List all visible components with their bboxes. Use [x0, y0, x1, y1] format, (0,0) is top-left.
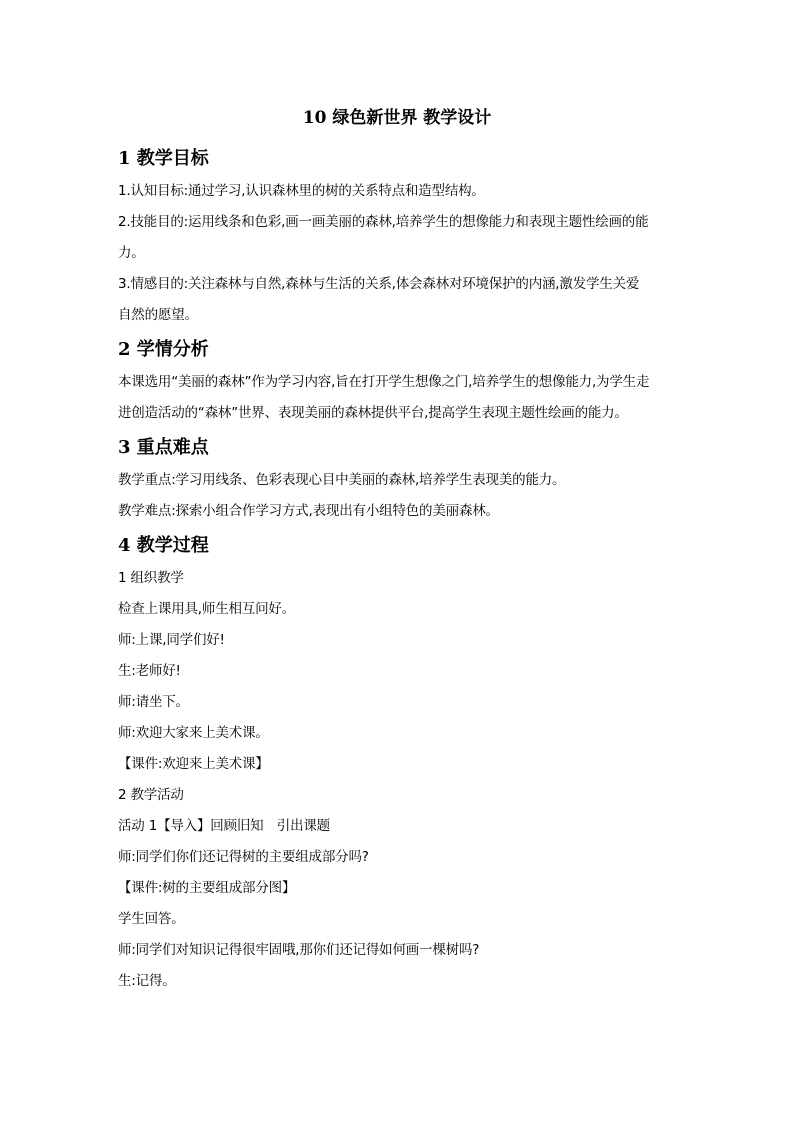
paragraph: 师:同学们你们还记得树的主要组成部分吗? [118, 849, 369, 865]
document-body [118, 146, 680, 997]
paragraph: 师:同学们对知识记得很牢固哦,那你们还记得如何画一棵树吗? [118, 942, 480, 958]
paragraph: 1.认知目标:通过学习,认识森林里的树的关系特点和造型结构。 [118, 183, 485, 199]
paragraph: 师:欢迎大家来上美术课。 [118, 725, 269, 741]
section-heading: 2 学情分析 [118, 339, 209, 360]
paragraph: 本课选用“美丽的森林”作为学习内容,旨在打开学生想像之门,培养学生的想像能力,为学生走 [118, 374, 650, 390]
paragraph: 2.技能目的:运用线条和色彩,画一画美丽的森林,培养学生的想像能力和表现主题性绘画的能 [118, 214, 649, 230]
paragraph: 教学难点:探索小组合作学习方式,表现出有小组特色的美丽森林。 [118, 503, 499, 519]
section-heading: 1 教学目标 [118, 148, 209, 169]
paragraph: 活动 1【导入】回顾旧知 引出课题 [118, 818, 330, 834]
paragraph: 自然的愿望。 [118, 307, 198, 323]
paragraph: 师:请坐下。 [118, 694, 189, 710]
section-teaching-goals [118, 146, 680, 331]
paragraph: 检查上课用具,师生相互问好。 [118, 601, 295, 617]
section-learner-analysis [118, 337, 680, 429]
paragraph: 师:上课,同学们好! [118, 632, 225, 648]
paragraph: 教学重点:学习用线条、色彩表现心目中美丽的森林,培养学生表现美的能力。 [118, 472, 566, 488]
paragraph: 2 教学活动 [118, 787, 184, 803]
paragraph: 力。 [118, 245, 145, 261]
paragraph: 生:老师好! [118, 663, 181, 679]
section-teaching-process [118, 533, 680, 997]
paragraph: 学生回答。 [118, 911, 185, 927]
section-heading: 3 重点难点 [118, 437, 209, 458]
document-title: 10 绿色新世界 教学设计 [302, 108, 492, 128]
paragraph: 生:记得。 [118, 973, 176, 989]
section-heading: 4 教学过程 [118, 535, 209, 556]
paragraph: 进创造活动的“森林”世界、表现美丽的森林提供平台,提高学生表现主题性绘画的能力。 [118, 405, 628, 421]
paragraph: 【课件:欢迎来上美术课】 [118, 756, 269, 772]
paragraph: 3.情感目的:关注森林与自然,森林与生活的关系,体会森林对环境保护的内涵,激发学生关爱 [118, 276, 640, 292]
paragraph: 【课件:树的主要组成部分图】 [118, 880, 296, 896]
paragraph: 1 组织教学 [118, 570, 184, 586]
section-key-points [118, 435, 680, 527]
